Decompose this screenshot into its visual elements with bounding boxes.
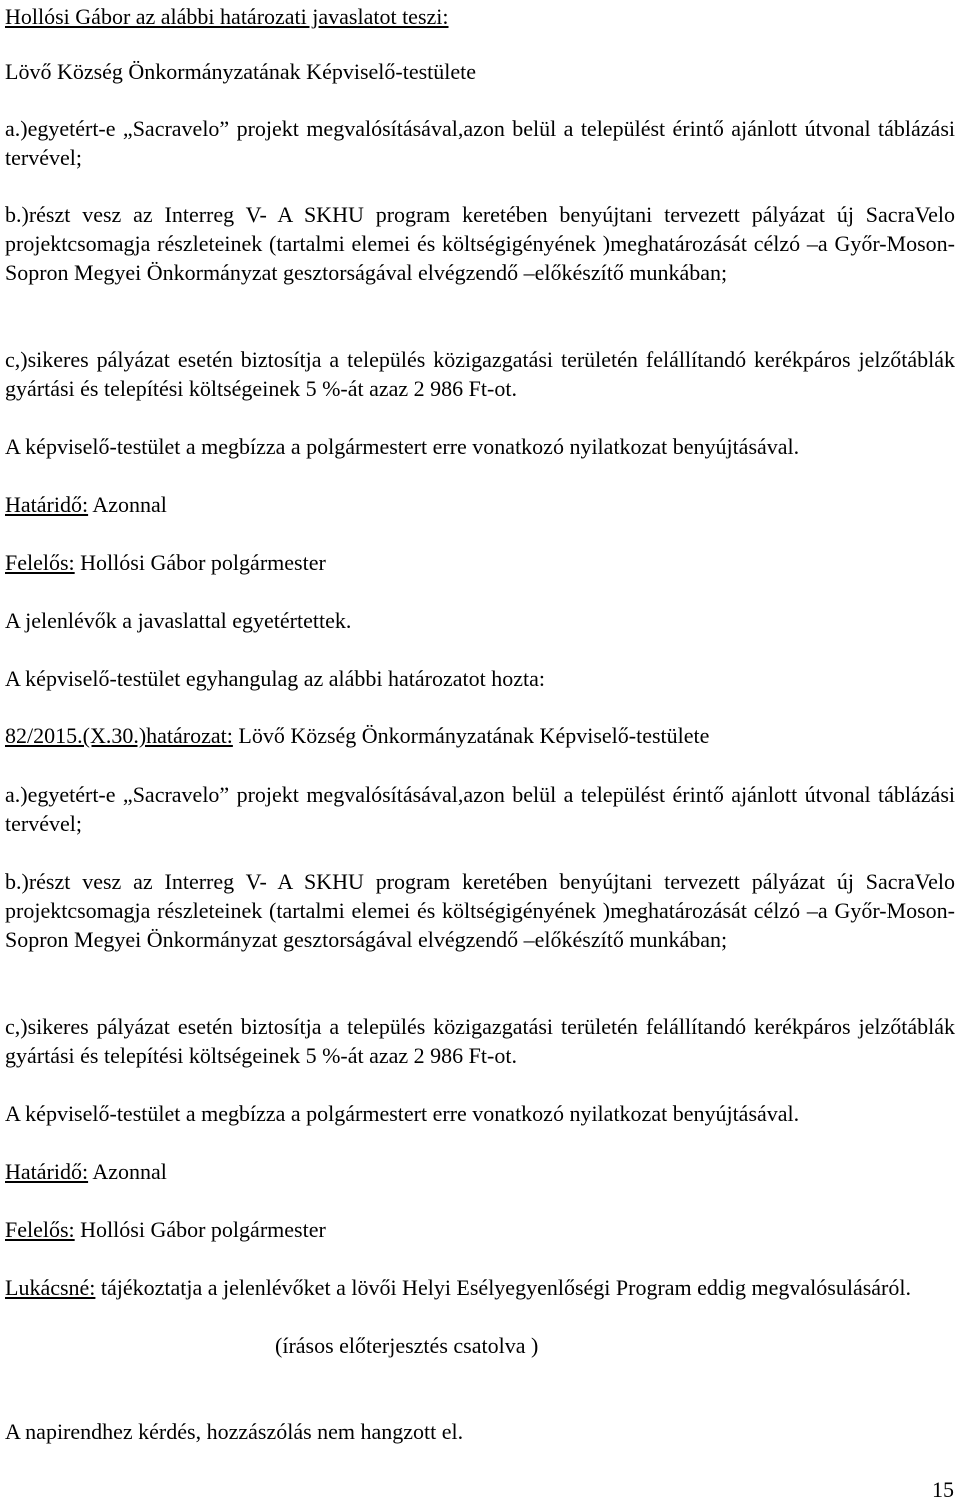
resolution-deadline <box>5 1157 955 1186</box>
resolution-header <box>5 721 955 750</box>
attachment-note: (írásos előterjesztés csatolva ) <box>275 1333 539 1358</box>
resolution-responsible-label: Felelős: <box>5 1217 75 1242</box>
resolution-item-a: a.)egyetért-e „Sacravelo” projekt megvalósításával,azon belül a települést érintő ajánlott útvonal táblázási tervével; <box>5 782 955 836</box>
responsible-value: Hollósi Gábor polgármester <box>74 550 326 575</box>
mandate: A képviselő-testület a megbízza a polgármestert erre vonatkozó nyilatkozat benyújtásával. <box>5 434 800 459</box>
deadline <box>5 490 955 519</box>
proposal-intro: Hollósi Gábor az alábbi határozati javaslatot teszi: <box>5 4 449 29</box>
resolution-responsible <box>5 1215 955 1244</box>
item-b: b.)részt vesz az Interreg V- A SKHU program keretében benyújtani tervezett pályázat új SacraVelo projektcsomagja részleteinek (tartalmi elemei és költségigényének )meghatározását célzó –a Győr-Moson-Sopron Megyei Önkormányzat gesztorságával elvégzendő –előkészítő munkában; <box>5 202 955 285</box>
speaker-text: tájékoztatja a jelenlévőket a lövői Helyi Esélyegyenlőségi Program eddig megvalósulásáról. <box>95 1275 911 1300</box>
resolution-body-name: Lövő Község Önkormányzatának Képviselő-testülete <box>232 723 710 748</box>
resolution-number: 82/2015.(X.30.)határozat: <box>5 723 233 748</box>
resolution-mandate: A képviselő-testület a megbízza a polgármestert erre vonatkozó nyilatkozat benyújtásával. <box>5 1101 800 1126</box>
resolution-responsible-value: Hollósi Gábor polgármester <box>74 1217 326 1242</box>
resolution-item-c: c,)sikeres pályázat esetén biztosítja a település közigazgatási területén felállítandó kerékpáros jelzőtáblák gyártási és telepítési költségeinek 5 %-át azaz 2 986 Ft-ot. <box>5 1014 955 1068</box>
deadline-label: Határidő: <box>5 492 89 517</box>
page-number: 15 <box>932 1477 954 1502</box>
vote-statement: A képviselő-testület egyhangulag az alábbi határozatot hozta: <box>5 666 546 691</box>
item-c: c,)sikeres pályázat esetén biztosítja a település közigazgatási területén felállítandó kerékpáros jelzőtáblák gyártási és telepítési költségeinek 5 %-át azaz 2 986 Ft-ot. <box>5 347 955 401</box>
resolution-deadline-label: Határidő: <box>5 1159 89 1184</box>
agreement: A jelenlévők a javaslattal egyetértettek. <box>5 608 352 633</box>
deadline-value: Azonnal <box>88 492 167 517</box>
next-item-report <box>5 1273 955 1302</box>
responsible-label: Felelős: <box>5 550 75 575</box>
body-name: Lövő Község Önkormányzatának Képviselő-testülete <box>5 59 477 84</box>
resolution-deadline-value: Azonnal <box>88 1159 167 1184</box>
responsible <box>5 548 955 577</box>
speaker-label: Lukácsné: <box>5 1275 96 1300</box>
resolution-item-b: b.)részt vesz az Interreg V- A SKHU program keretében benyújtani tervezett pályázat új SacraVelo projektcsomagja részleteinek (tartalmi elemei és költségigényének )meghatározását célzó –a Győr-Moson-Sopron Megyei Önkormányzat gesztorságával elvégzendő –előkészítő munkában; <box>5 869 955 952</box>
closing-statement: A napirendhez kérdés, hozzászólás nem hangzott el. <box>5 1419 464 1444</box>
item-a: a.)egyetért-e „Sacravelo” projekt megvalósításával,azon belül a települést érintő ajánlott útvonal táblázási tervével; <box>5 116 955 170</box>
